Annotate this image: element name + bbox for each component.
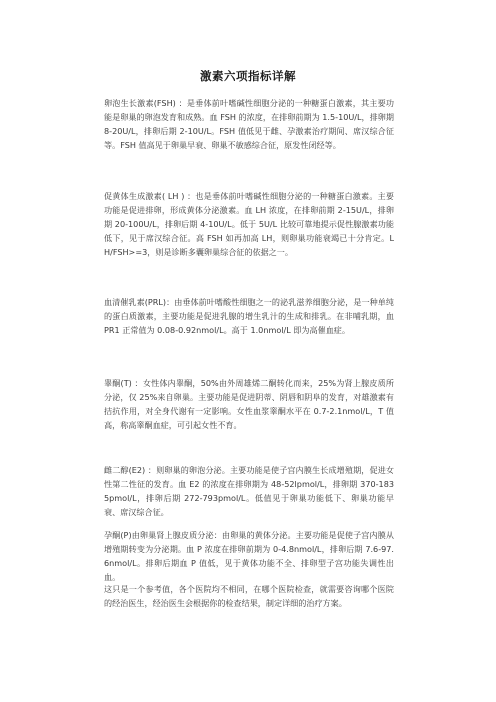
paragraph-note: 这只是一个参考值，各个医院均不相同，在哪个医院检查，就需要咨询哪个医院的经治医生，经治医生会根据你的检查结果，制定详细的治疗方案。 xyxy=(104,584,394,608)
paragraph-prl: 血清催乳素(PRL)：由垂体前叶嗜酸性细胞之一的泌乳滋养细胞分泌，是一种单纯的蛋白质激素，主要功能是促进乳腺的增生乳汁的生成和排乳。在非哺乳期，血 PR1 正常值为 0.08-0.92nmol/L。高于 1.0nmol/L 即为高催血症。 xyxy=(104,297,394,335)
document-title: 激素六项指标详解 xyxy=(200,69,296,83)
paragraph-testosterone: 睾酮(T) ：女性体内睾酮，50%由外周雄烯二酮转化而来，25%为肾上腺皮质所分泌，仅 25%来自卵巢。主要功能是促进阴蒂、阴唇和阴阜的发育，对雄激素有拮抗作用，对全身代谢有一定影响。女性血浆睾酮水平在 0.7-2.1nmol/L，T 值高，称高睾酮血症，可引起女性不育。 xyxy=(104,378,394,430)
paragraph-progesterone: 孕酮(P)由卵巢肾上腺皮质分泌：由卵巢的黄体分泌。主要功能是促使子宫内膜从增殖期转变为分泌期。血 P 浓度在排卵前期为 0-4.8nmol/L，排卵后期 7.6-97.6nmol/L。排卵后期血 P 值低，见于黄体功能不全、排卵型子宫功能失调性出血。 xyxy=(104,530,394,582)
paragraph-fsh: 卵泡生长激素(FSH) ：是垂体前叶嗜碱性细胞分泌的一种糖蛋白激素，其主要功能是卵巢的卵泡发育和成熟。血 FSH 的浓度，在排卵前期为 1.5-10U/L，排卵期 8-20U/L，排卵后期 2-10U/L。FSH 值低见于雌、孕激素治疗期间、席汉综合征等。FSH 值高见于卵巢早衰、卵巢不敏感综合征，原发性闭经等。 xyxy=(104,98,394,150)
paragraph-lh: 促黄体生成激素( LH ) ：也是垂体前叶嗜碱性细胞分泌的一种糖蛋白激素。主要功能是促进排卵，形成黄体分泌激素。血 LH 浓度，在排卵前期 2-15U/L，排卵期 20-100U/L，排卵后期 4-10U/L。低于 5U/L 比较可靠地提示促性腺激素功能低下，见于席汉综合征。高 FSH 如再加高 LH，则卵巢功能衰竭已十分肯定。LH/FSH>=3，则是诊断多囊卵巢综合征的依据之一。 xyxy=(104,191,394,257)
paragraph-estradiol: 雌二醇(E2) ：则卵巢的卵泡分泌。主要功能是使子宫内膜生长成增殖期，促进女性第二性征的发育。血 E2 的浓度在排卵期为 48-52lpmol/L，排卵期 370-1835pmol/L，排卵后期 272-793pmol/L。低值见于卵巢功能低下、卵巢功能早衰、席汉综合征。 xyxy=(104,465,394,517)
